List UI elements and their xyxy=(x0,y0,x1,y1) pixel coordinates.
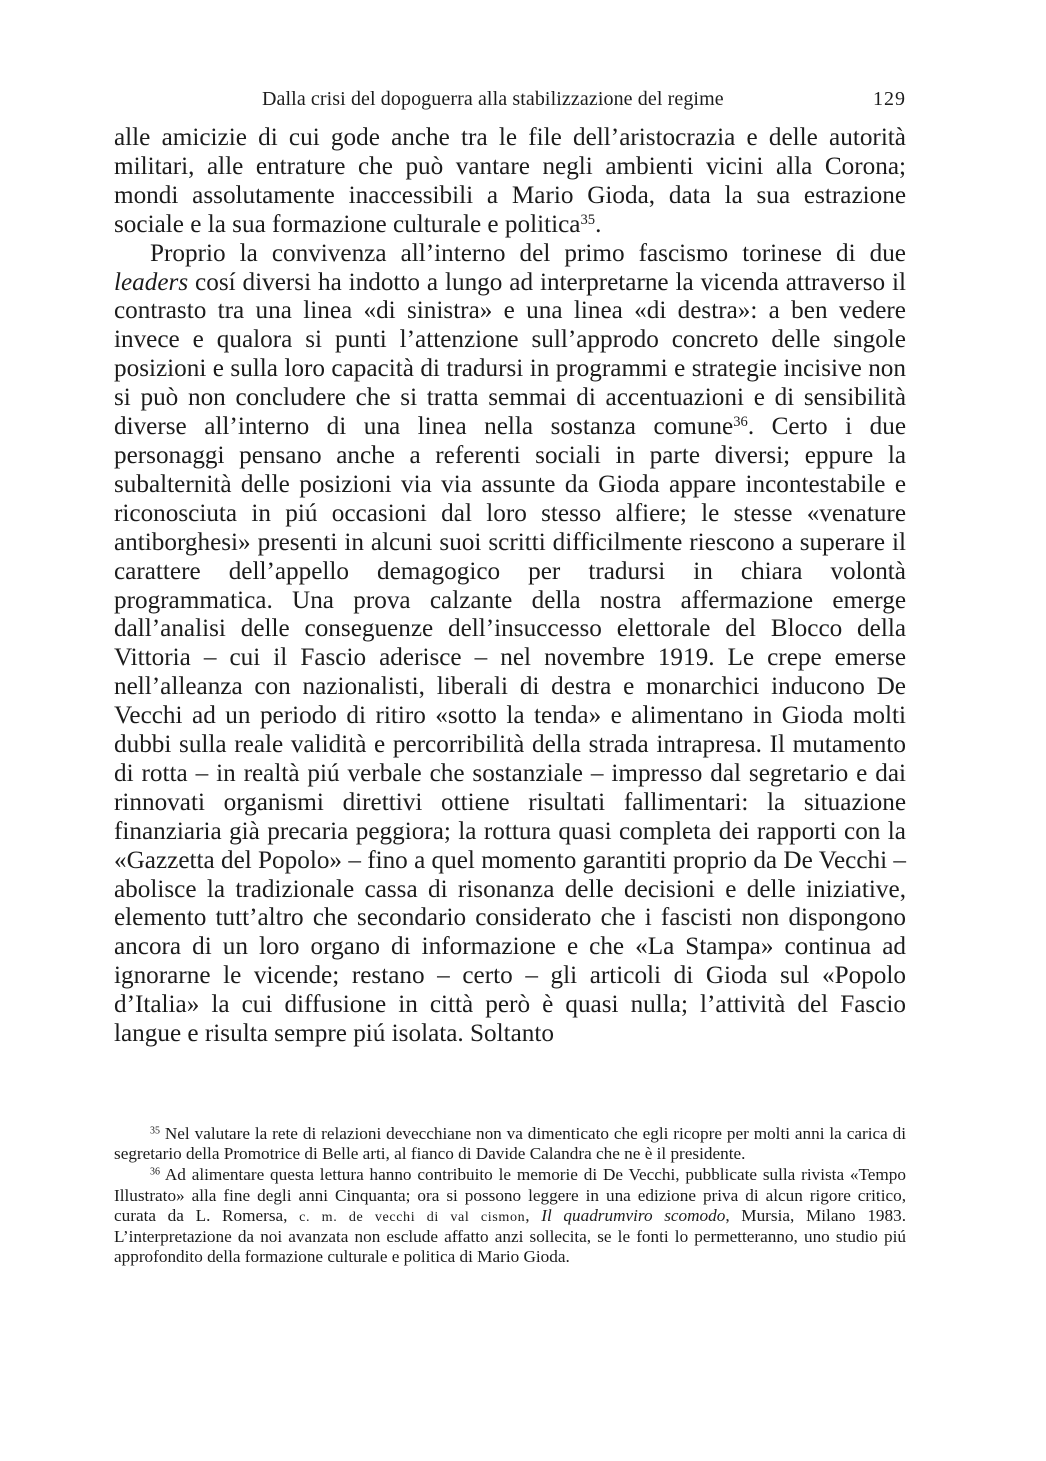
italic-leaders: leaders xyxy=(114,268,189,296)
paragraph-2-text-c: . Certo i due personaggi pensano anche a referenti sociali in parte diversi; eppure la subalternità delle posizioni via via assunte da Gioda appare incontestabile e riconosciuta in piú occasioni dal loro stesso alfiere; le stesse «venature antiborghesi» presenti in alcuni suoi scritti difficilmente riescono a superare il carattere dell’appello demagogico per tradursi in chiara volontà programmatica. Una prova calzante della nostra affermazione emerge dall’analisi delle conseguenze dell’insuccesso elettorale del Blocco della Vittoria – cui il Fascio aderisce – nel novembre 1919. Le crepe emerse nell’alleanza con nazionalisti, liberali di destra e monarchici inducono De Vecchi ad un periodo di ritiro «sotto la tenda» e alimentano in Gioda molti dubbi sulla reale validità e percorribilità della strada intrapresa. Il mutamento di rotta – in realtà piú verbale che sostanziale – impresso dal segretario e dai rinnovati organismi direttivi ottiene risultati fallimentari: la situazione finanziaria già precaria peggiora; la rottura quasi completa dei rapporti con la «Gazzetta del Popolo» – fino a quel momento garantiti proprio da De Vecchi – abolisce la tradizionale cassa di risonanza delle decisioni e delle iniziative, elemento tutt’altro che secondario considerato che i fascisti non dispongono ancora di un loro organo di informazione e che «La Stampa» continua ad ignorarne le vicende; restano – certo – gli articoli di Gioda sul «Popolo d’Italia» la cui diffusione in città però è quasi nulla; l’attività del Fascio langue e risulta sempre piú isolata. Soltanto xyxy=(114,413,907,1048)
paragraph-1-end: . xyxy=(595,210,602,238)
footnote-36-book-title: Il quadrumviro scomodo xyxy=(541,1205,726,1225)
paragraph-2 xyxy=(114,240,906,1049)
footnote-marker-36: 36 xyxy=(150,1166,160,1178)
footnote-36-author: c. m. de vecchi di val cismon xyxy=(299,1208,526,1225)
footnote-36-text-c: , Mursia, Milano 1983. L’interpretazione da noi avanzata non esclude affatto anzi sollecita, se le fonti lo permetteranno, uno studio piú approfondito della formazione culturale e politica di Mario Gioda. xyxy=(114,1205,906,1267)
paragraph-1-text: alle amicizie di cui gode anche tra le file dell’aristocrazia e delle autorità militari, alle entrature che può vantare negli ambienti vicini alla Corona; mondi assolutamente inaccessibili a Mario Gioda, data la sua estrazione sociale e la sua formazione culturale e politica xyxy=(114,124,906,238)
paragraph-2-text-b: cosí diversi ha indotto a lungo ad interpretarne la vicenda attraverso il contrasto tra una linea «di sinistra» e una linea «di destra»: a ben vedere invece e qualora si punti l’attenzione sull’approdo concreto delle singole posizioni e sulla loro capacità di tradursi in programmi e strategie incisive non si può non concludere che si tratta semmai di accentuazioni e di sensibilità diverse all’interno di una linea nella sostanza comune xyxy=(114,268,906,441)
running-head xyxy=(114,84,906,114)
paragraph-2-text-a: Proprio la convivenza all’interno del primo fascismo torinese di due xyxy=(150,239,906,267)
footnote-35 xyxy=(114,1124,906,1164)
footnote-36 xyxy=(114,1165,906,1267)
page-number: 129 xyxy=(873,88,906,110)
footnote-ref-36[interactable]: 36 xyxy=(733,414,748,431)
footnote-35-text: Nel valutare la rete di relazioni devecchiane non va dimenticato che egli ricopre per molti anni la carica di segretario della Promotrice di Belle arti, al fianco di Davide Calandra che ne è il presidente. xyxy=(114,1124,907,1164)
footnote-36-text-a: Ad alimentare questa lettura hanno contribuito le memorie di De Vecchi, pubblicate sulla rivista «Tempo Illustrato» alla fine degli anni Cinquanta; ora si possono leggere in una edizione priva di alcun rigore critico, curata da L. Romersa, xyxy=(114,1165,906,1225)
footnote-marker-35: 35 xyxy=(150,1125,160,1137)
main-text xyxy=(114,124,906,1049)
footnote-36-text-b: , xyxy=(525,1205,542,1225)
running-title: Dalla crisi del dopoguerra alla stabilizzazione del regime xyxy=(262,88,724,110)
paragraph-1 xyxy=(114,124,906,240)
footnotes xyxy=(114,1124,906,1268)
footnote-ref-35[interactable]: 35 xyxy=(580,211,596,228)
